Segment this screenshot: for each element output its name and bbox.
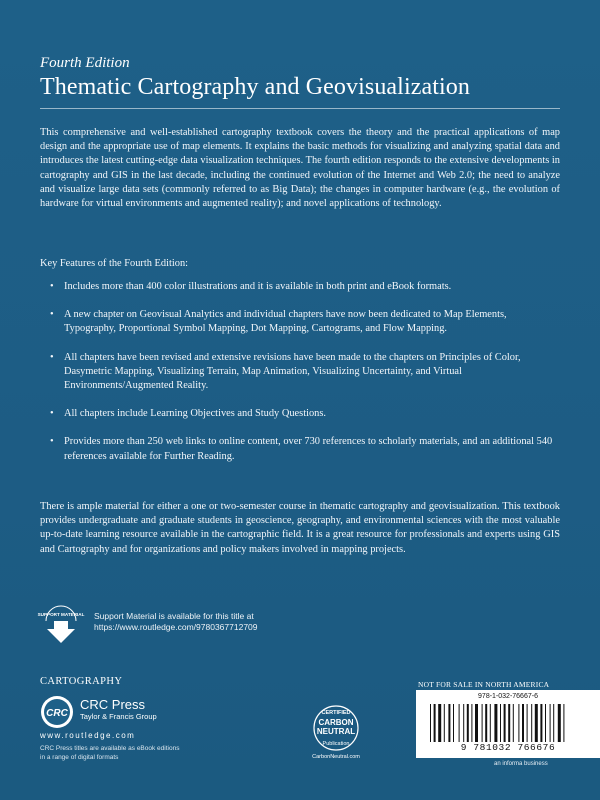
- ebook-note-line: CRC Press titles are available as eBook editions: [40, 745, 180, 752]
- barcode-bar: [550, 704, 551, 742]
- ebook-note-line: in a range of digital formats: [40, 754, 119, 761]
- barcode-bar: [513, 704, 514, 742]
- barcode-bar: [531, 704, 532, 742]
- barcode-bar: [558, 704, 561, 742]
- crc-logo-text: CRC: [46, 708, 68, 719]
- features-heading: Key Features of the Fourth Edition:: [40, 258, 189, 269]
- barcode-bar: [540, 704, 542, 742]
- publisher-name: CRC Press: [80, 697, 146, 712]
- barcode-bar: [430, 704, 431, 742]
- support-material: [37, 607, 560, 647]
- carbon-word: CARBON: [318, 718, 354, 727]
- barcode-bar: [535, 704, 538, 742]
- barcode-bar: [522, 704, 524, 742]
- barcode-bar: [467, 704, 469, 742]
- intro-paragraph: This comprehensive and well-established cartography textbook covers the theory and the practical applications of map design and the appropriate use of map elements. It explains the basic methods for visualizing and analyzing spatial data and introduces the latest cutting-edge data visualization techniques. The fourth edition responds to the extensive developments in cartography and GIS in the last decade, including the continued evolution of the Internet and Web 2.0; the need to analyze and visualize large data sets (commonly referred to as Big Data); the changes in computer hardware (e.g., the evolution of hardware for virtual environments and augmented reality); and novel applications of technology.: [40, 127, 560, 210]
- feature-item: • Includes more than 400 color illustrations and it is available in both print and eBook formats.: [40, 280, 560, 294]
- barcode-bar: [482, 704, 483, 742]
- subject-category: CARTOGRAPHY: [40, 676, 123, 687]
- informa-tagline: an informa business: [494, 761, 548, 767]
- barcode-bar: [527, 704, 528, 742]
- carbon-site: CarbonNeutral.com: [312, 754, 360, 760]
- barcode-bar: [504, 704, 506, 742]
- ebook-note: [40, 744, 179, 762]
- barcode-bar: [444, 704, 445, 742]
- support-line: Support Material is available for this title at: [94, 611, 254, 621]
- barcode-bar: [508, 704, 510, 742]
- edition-label: Fourth Edition: [40, 55, 130, 71]
- features-list: [40, 280, 560, 478]
- isbn-digits: 9 781032 766676: [460, 742, 556, 753]
- book-title: Thematic Cartography and Geovisualization: [40, 74, 470, 100]
- barcode-bar: [563, 704, 564, 742]
- publisher-group: Taylor & Francis Group: [80, 712, 157, 721]
- feature-item: • Provides more than 250 web links to online content, over 730 references to scholarly materials, and an additional 540 references available for Further Reading.: [40, 435, 560, 463]
- neutral-word: NEUTRAL: [316, 727, 356, 736]
- barcode-bar: [500, 704, 501, 742]
- publisher-website[interactable]: www.routledge.com: [40, 731, 136, 740]
- barcode-bar: [475, 704, 478, 742]
- support-badge-text: SUPPORT MATERIAL: [37, 612, 85, 617]
- barcode-bar: [448, 704, 450, 742]
- barcode-bar: [463, 704, 464, 742]
- isbn-barcode: [416, 690, 600, 758]
- carbon-neutral-badge: [296, 700, 376, 770]
- feature-item: • All chapters include Learning Objectives and Study Questions.: [40, 407, 560, 421]
- title-divider: [40, 108, 560, 109]
- isbn-number: 978-1-032-76667-6: [478, 693, 538, 700]
- feature-item: • All chapters have been revised and extensive revisions have been made to the chapters on Principles of Color, Dasymetric Mapping, Visualizing Terrain, Map Animation, Visualizing Uncertainty, and Virtual Environments/Augmented Reality.: [40, 351, 560, 394]
- feature-item: • A new chapter on Geovisual Analytics and individual chapters have now been dedicated to Map Elements, Typography, Proportional Symbol Mapping, Dot Mapping, Cartograms, and Flow Mapping.: [40, 308, 560, 336]
- barcode-bar: [453, 704, 454, 742]
- barcode-bar: [518, 704, 519, 742]
- barcode-bar: [494, 704, 497, 742]
- barcode-bar: [485, 704, 487, 742]
- carbon-publication: Publication: [322, 741, 350, 747]
- barcode-bars: [426, 704, 600, 744]
- sale-notice: NOT FOR SALE IN NORTH AMERICA: [418, 680, 550, 689]
- barcode-bar: [553, 704, 554, 742]
- barcode-bar: [490, 704, 491, 742]
- carbon-neutral-icon: [306, 700, 366, 758]
- closing-paragraph: There is ample material for either a one or two-semester course in thematic cartography and geovisualization. This textbook provides undergraduate and graduate students in geoscience, geography, and environmental sciences with the most valuable up-to-date learning resource available in the cartographic field. It is a great resource for professionals and experts using GIS and Cartography and for organizations and policy makers involved in mapping projects.: [40, 501, 560, 555]
- barcode-bar: [471, 704, 472, 742]
- barcode-bar: [459, 704, 460, 742]
- carbon-certified: CERTIFIED: [321, 710, 351, 716]
- support-url[interactable]: https://www.routledge.com/9780367712709: [94, 622, 258, 632]
- barcode-bar: [438, 704, 441, 742]
- crc-logo-icon: [40, 695, 74, 729]
- barcode-bar: [434, 704, 436, 742]
- support-material-icon: [37, 607, 85, 647]
- barcode-bar: [545, 704, 546, 742]
